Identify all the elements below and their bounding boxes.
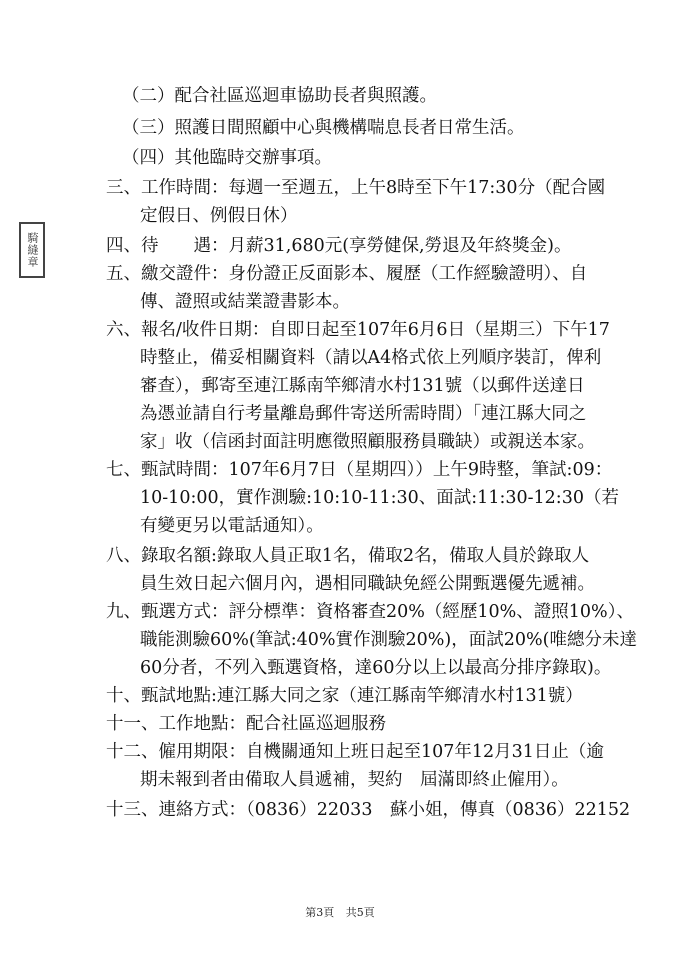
section-9-line-1: 九、甄選方式：評分標準：資格審查20%（經歷10%、證照10%）、: [106, 602, 634, 622]
section-3-line-1: 三、工作時間：每週一至週五，上午8時至下午17:30分（配合國: [106, 178, 606, 198]
section-11: 十一、工作地點：配合社區巡迴服務: [106, 714, 386, 734]
section-7-line-2: 10-10:00，實作測驗:10:10-11:30、面試:11:30-12:30（若: [140, 488, 619, 508]
section-12-line-1: 十二、僱用期限：自機關通知上班日起至107年12月31日止（逾: [106, 742, 604, 762]
section-3-line-2: 定假日、例假日休）: [140, 206, 298, 226]
section-12-line-2: 期未報到者由備取人員遞補，契約 屆滿即終止僱用）。: [140, 770, 569, 790]
section-7-line-1: 七、甄試時間：107年6月7日（星期四））上午9時整，筆試:09：: [106, 460, 613, 480]
item-3: （三）照護日間照顧中心與機構喘息長者日常生活。: [122, 118, 525, 138]
section-9-line-3: 60分者，不列入甄選資格，達60分以上以最高分排序錄取)。: [140, 658, 612, 678]
section-6-line-5: 家」收（信函封面註明應徵照顧服務員職缺）或親送本家。: [140, 432, 595, 452]
section-6-line-2: 時整止，備妥相關資料（請以A4格式依上列順序裝訂，俾利: [140, 348, 602, 368]
section-6-line-3: 審查），郵寄至連江縣南竿鄉清水村131號（以郵件送達日: [140, 376, 585, 396]
seam-stamp: 騎縫章: [19, 222, 45, 278]
item-4: （四）其他臨時交辦事項。: [122, 148, 332, 168]
section-8-line-2: 員生效日起六個月內，遇相同職缺免經公開甄選優先遞補。: [140, 574, 595, 594]
section-6-line-4: 為憑並請自行考量離島郵件寄送所需時間）「連江縣大同之: [140, 404, 587, 424]
section-10: 十、甄試地點:連江縣大同之家（連江縣南竿鄉清水村131號）: [106, 686, 583, 706]
section-9-line-2: 職能測驗60%(筆試:40%實作測驗20%)，面試20%(唯總分未達: [140, 630, 637, 650]
section-13: 十三、連絡方式：（0836）22033 蘇小姐，傳真（0836）22152: [106, 800, 631, 820]
item-2: （二）配合社區巡迴車協助長者與照護。: [122, 86, 437, 106]
page-footer: [0, 904, 680, 920]
page-total: 共5頁: [345, 906, 375, 919]
section-6-line-1: 六、報名/收件日期：自即日起至107年6月6日（星期三）下午17: [106, 320, 610, 340]
section-8-line-1: 八、錄取名額:錄取人員正取1名，備取2名，備取人員於錄取人: [106, 546, 590, 566]
page-number: 第3頁: [305, 906, 335, 919]
section-5-line-2: 傳、證照或結業證書影本。: [140, 292, 350, 312]
section-4: 四、待 遇：月薪31,680元(享勞健保,勞退及年終獎金)。: [106, 236, 572, 256]
section-5-line-1: 五、繳交證件：身份證正反面影本、履歷（工作經驗證明）、自: [106, 264, 588, 284]
section-7-line-3: 有變更另以電話通知）。: [140, 516, 324, 536]
